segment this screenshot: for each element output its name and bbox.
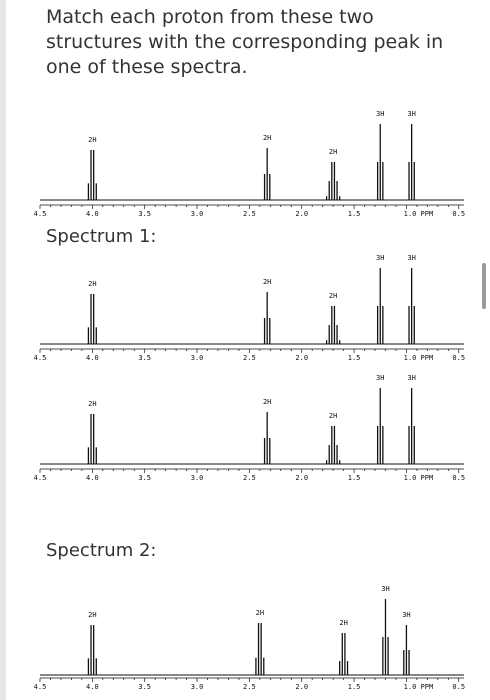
multiplet-1.7 [327,306,340,344]
x-tick-label: 2.0 [295,354,309,362]
x-tick-label: 2.5 [243,683,256,691]
x-tick-label: 3.0 [190,474,204,482]
integration-label: 3H [407,374,416,382]
multiplet-2.33 [265,148,270,200]
nmr-spectrum-1b [0,372,490,487]
multiplet-0.95 [409,388,414,464]
multiplet-0.95 [409,124,414,200]
multiplet-2.33 [265,292,270,344]
multiplet-2.33 [265,412,270,464]
multiplet-1.25 [378,268,383,344]
x-tick-label: 4.5 [33,354,47,362]
x-tick-label: 3.0 [190,683,204,691]
x-tick-label: 1.5 [347,210,361,218]
multiplet-4 [88,294,96,344]
multiplet-1.7 [327,426,340,464]
x-tick-label: 0.5 [452,210,466,218]
multiplet-1.25 [378,388,383,464]
x-tick-label: 1.0 PPM [403,354,434,362]
x-tick-label: 3.5 [138,683,152,691]
x-tick-label: 1.5 [347,474,361,482]
x-tick-label: 1.5 [347,354,361,362]
integration-label: 2H [88,400,97,408]
multiplet-1.6 [340,633,348,675]
spectrum-1-caption: Spectrum 1: [46,226,157,247]
x-tick-label: 2.5 [243,354,256,362]
nmr-spectrum-2 [0,565,490,695]
integration-label: 3H [381,585,390,593]
integration-label: 2H [328,412,338,420]
x-tick-label: 3.0 [190,354,204,362]
x-tick-label: 2.0 [295,474,309,482]
multiplet-1.25 [378,124,383,200]
multiplet-1.2 [383,599,388,675]
multiplet-1 [404,625,409,675]
integration-label: 2H [328,148,338,156]
x-tick-label: 1.0 PPM [403,474,434,482]
multiplet-2.4 [256,623,264,675]
integration-label: 2H [88,136,97,144]
nmr-spectrum-1a [0,252,490,367]
x-tick-label: 3.0 [190,210,204,218]
x-tick-label: 0.5 [452,474,466,482]
integration-label: 3H [407,254,416,262]
integration-label: 3H [376,254,385,262]
x-tick-label: 2.5 [243,210,256,218]
scrollbar-thumb[interactable] [482,263,486,309]
integration-label: 3H [402,611,411,619]
integration-label: 2H [255,609,265,617]
x-tick-label: 2.0 [295,210,309,218]
multiplet-0.95 [409,268,414,344]
multiplet-1.7 [327,162,340,200]
x-tick-label: 4.0 [86,210,99,218]
multiplet-4 [88,625,96,675]
x-tick-label: 3.5 [138,354,152,362]
x-tick-label: 1.5 [347,683,361,691]
integration-label: 3H [407,110,416,118]
x-tick-label: 0.5 [452,683,466,691]
x-tick-label: 4.5 [33,210,47,218]
x-tick-label: 0.5 [452,354,466,362]
question-text: Match each proton from these two structures with the corresponding peak in one of these spectra. [46,6,444,78]
spectrum-2-caption: Spectrum 2: [46,540,157,561]
x-tick-label: 4.0 [86,354,99,362]
x-tick-label: 2.5 [243,474,256,482]
x-tick-label: 2.0 [295,683,309,691]
integration-label: 2H [339,619,348,627]
x-tick-label: 3.5 [138,474,152,482]
integration-label: 2H [88,611,97,619]
nmr-spectrum-top [0,108,490,223]
multiplet-4 [88,414,96,464]
integration-label: 2H [262,278,272,286]
x-tick-label: 4.0 [86,474,99,482]
x-tick-label: 1.0 PPM [403,210,434,218]
x-tick-label: 4.5 [33,683,47,691]
x-tick-label: 4.0 [86,683,99,691]
integration-label: 3H [376,374,385,382]
integration-label: 2H [328,292,338,300]
integration-label: 3H [376,110,385,118]
integration-label: 2H [262,134,272,142]
multiplet-4 [88,150,96,200]
x-tick-label: 4.5 [33,474,47,482]
x-tick-label: 1.0 PPM [403,683,434,691]
integration-label: 2H [88,280,97,288]
integration-label: 2H [262,398,272,406]
x-tick-label: 3.5 [138,210,152,218]
